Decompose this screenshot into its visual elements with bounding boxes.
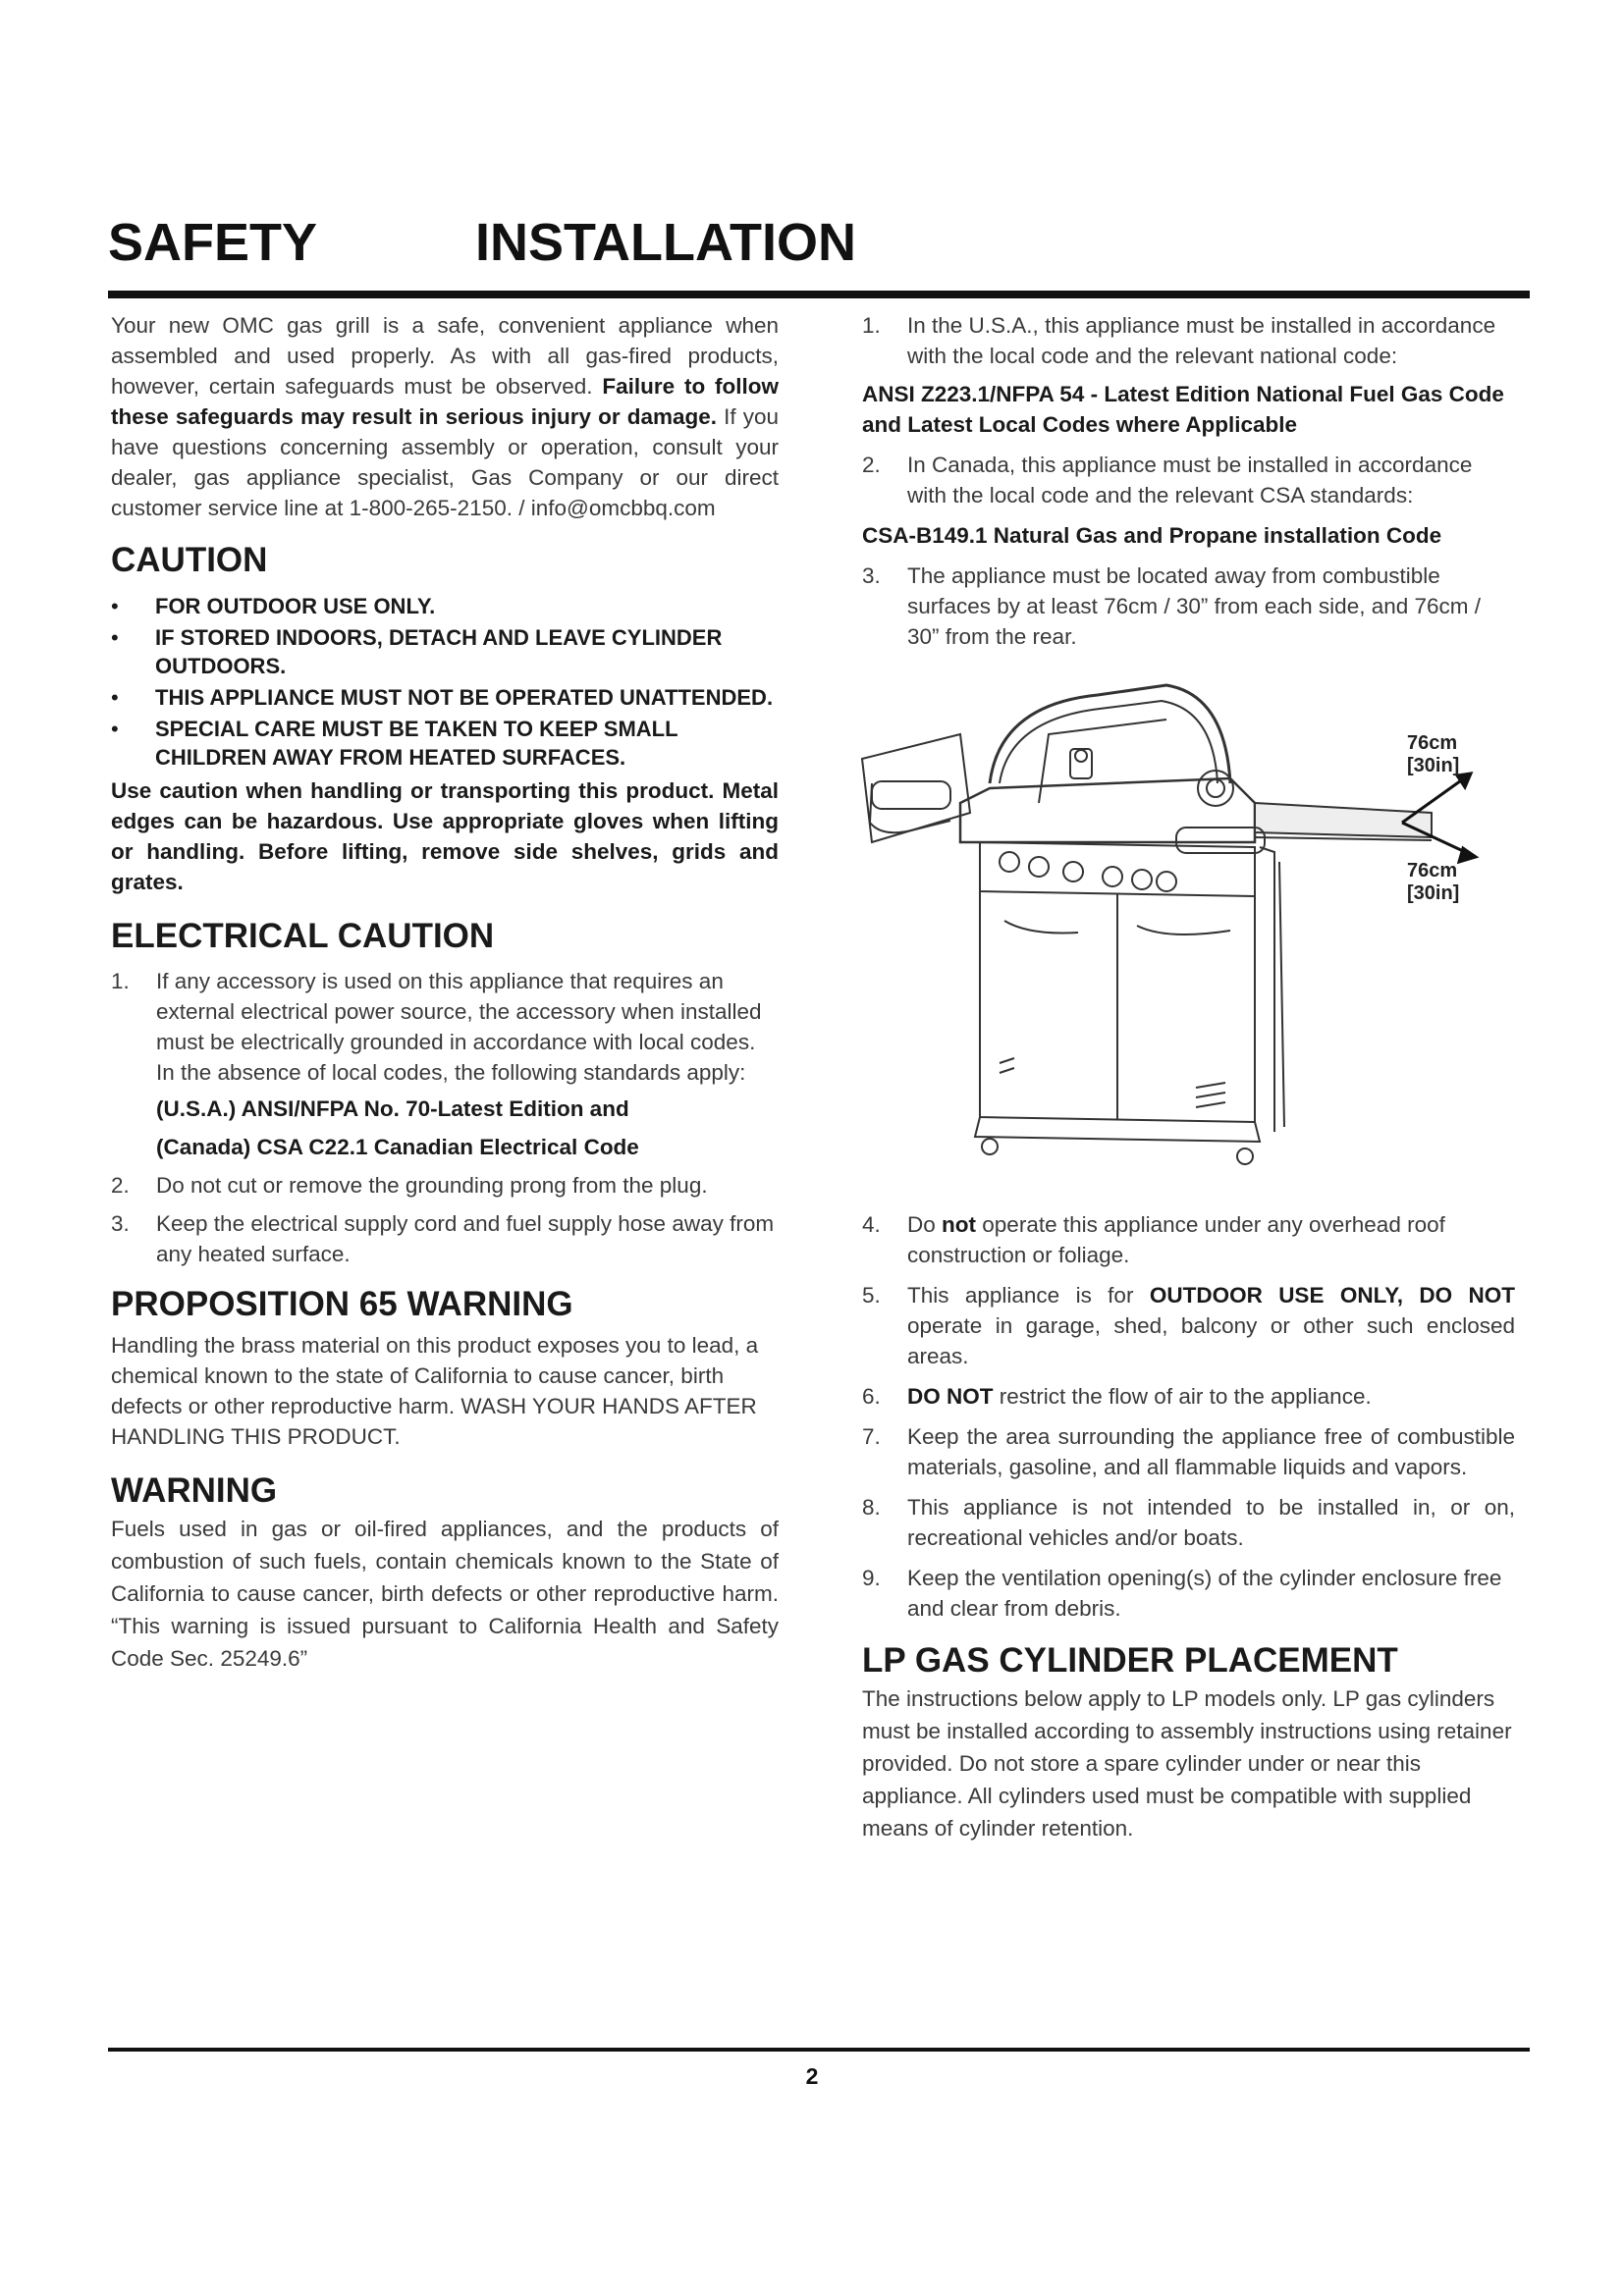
install-item-4: 4. Do not operate this appliance under any overhead roof construction or foliage. <box>862 1212 1445 1267</box>
caution-bullet: • SPECIAL CARE MUST BE TAKEN TO KEEP SMALL CHILDREN AWAY FROM HEATED SURFACES. <box>111 717 678 770</box>
prop65-heading: PROPOSITION 65 WARNING <box>111 1285 573 1323</box>
install-item-7: 7. Keep the area surrounding the appliance free of combustible materials, gasoline, and all flammable liquids and vapors. <box>862 1424 1515 1479</box>
grill-clearance-diagram <box>842 666 1510 1196</box>
footer-rule <box>108 2048 1530 2052</box>
section-title-installation: INSTALLATION <box>475 213 856 272</box>
clearance-label-side: 76cm [30in] <box>1407 732 1460 776</box>
page-number: 2 <box>805 2063 819 2089</box>
install-item-9: 9. Keep the ventilation opening(s) of the cylinder enclosure free and clear from debris. <box>862 1566 1502 1621</box>
electrical-item-3: 3. Keep the electrical supply cord and fuel supply hose away from any heated surface. <box>111 1211 775 1266</box>
clearance-label-rear: 76cm [30in] <box>1407 860 1460 904</box>
handling-note: Use caution when handling or transporting this product. Metal edges can be hazardous. Use appropriate gloves when lifting or handling. Before lifting, remove side shelves, grids and grates. <box>111 778 779 894</box>
install-item-8: 8. This appliance is not intended to be installed in, or on, recreational vehicles and/or boats. <box>862 1495 1515 1550</box>
electrical-item-2: 2. Do not cut or remove the grounding prong from the plug. <box>111 1173 708 1198</box>
electrical-caution-heading: ELECTRICAL CAUTION <box>111 917 495 955</box>
header-rule <box>108 291 1530 298</box>
prop65-text: Handling the brass material on this product exposes you to lead, a chemical known to the state of California to cause cancer, birth defects or other reproductive harm. WASH YOUR HANDS AFTER HANDLING THIS PRODUCT. <box>111 1333 759 1449</box>
install-item-3: 3. The appliance must be located away from combustible surfaces by at least 76cm / 30” from each side, and 76cm / 30” from the rear. <box>862 563 1482 649</box>
install-item-6: 6. DO NOT restrict the flow of air to the appliance. <box>862 1384 1372 1409</box>
lp-cylinder-heading: LP GAS CYLINDER PLACEMENT <box>862 1641 1398 1680</box>
caution-bullet: • THIS APPLIANCE MUST NOT BE OPERATED UNATTENDED. <box>111 685 774 710</box>
electrical-item-1: 1. If any accessory is used on this appliance that requires an external electrical power source, the accessory when installed must be electrically grounded in accordance with local codes. In the absence of local codes, the following standards apply: <box>111 969 762 1085</box>
intro-paragraph: Your new OMC gas grill is a safe, convenient appliance when assembled and used properly. As with all gas-fired products, however, certain safeguards must be observed. Failure to follow these safeguards may result in serious injury or damage. If you have questions concerning assembly or operation, consult your dealer, gas appliance specialist, Gas Company or our direct customer service line at 1-800-265-2150. / info@omcbbq.com <box>111 313 780 520</box>
caution-heading: CAUTION <box>111 541 268 579</box>
intro-bold-warning: Failure to follow these safeguards may result in serious injury or damage. <box>111 374 779 429</box>
warning-text: Fuels used in gas or oil-fired appliances, and the products of combustion of such fuels, contain chemicals known to the State of California to cause cancer, birth defects or other reproductive harm. “This warning is issued pursuant to California Health and Safety Code Sec. 25249.6” <box>111 1517 779 1671</box>
caution-list <box>111 592 779 772</box>
installation-column <box>862 310 1515 1844</box>
electrical-standard-usa: (U.S.A.) ANSI/NFPA No. 70-Latest Edition and <box>156 1096 629 1121</box>
install-code-canada: CSA-B149.1 Natural Gas and Propane installation Code <box>862 523 1442 548</box>
safety-column <box>111 310 779 1675</box>
warning-heading: WARNING <box>111 1471 278 1510</box>
install-item-2: 2. In Canada, this appliance must be installed in accordance with the local code and the relevant CSA standards: <box>862 453 1473 507</box>
lp-cylinder-text: The instructions below apply to LP models only. LP gas cylinders must be installed according to assembly instructions using retainer provided. Do not store a spare cylinder under or near this appliance. All cylinders used must be compatible with supplied means of cylinder retention. <box>862 1686 1512 1841</box>
install-code-usa: ANSI Z223.1/NFPA 54 - Latest Edition National Fuel Gas Code and Latest Local Codes where Applicable <box>862 382 1504 437</box>
section-title-safety: SAFETY <box>108 213 318 272</box>
caution-bullet: • IF STORED INDOORS, DETACH AND LEAVE CYLINDER OUTDOORS. <box>111 625 723 678</box>
install-item-1: 1. In the U.S.A., this appliance must be installed in accordance with the local code and the relevant national code: <box>862 313 1496 368</box>
electrical-standard-canada: (Canada) CSA C22.1 Canadian Electrical Code <box>156 1135 639 1159</box>
page-header <box>108 208 1532 277</box>
install-item-5: 5. This appliance is for OUTDOOR USE ONLY, DO NOT operate in garage, shed, balcony or other such enclosed areas. <box>862 1283 1515 1368</box>
caution-bullet: • FOR OUTDOOR USE ONLY. <box>111 594 436 618</box>
